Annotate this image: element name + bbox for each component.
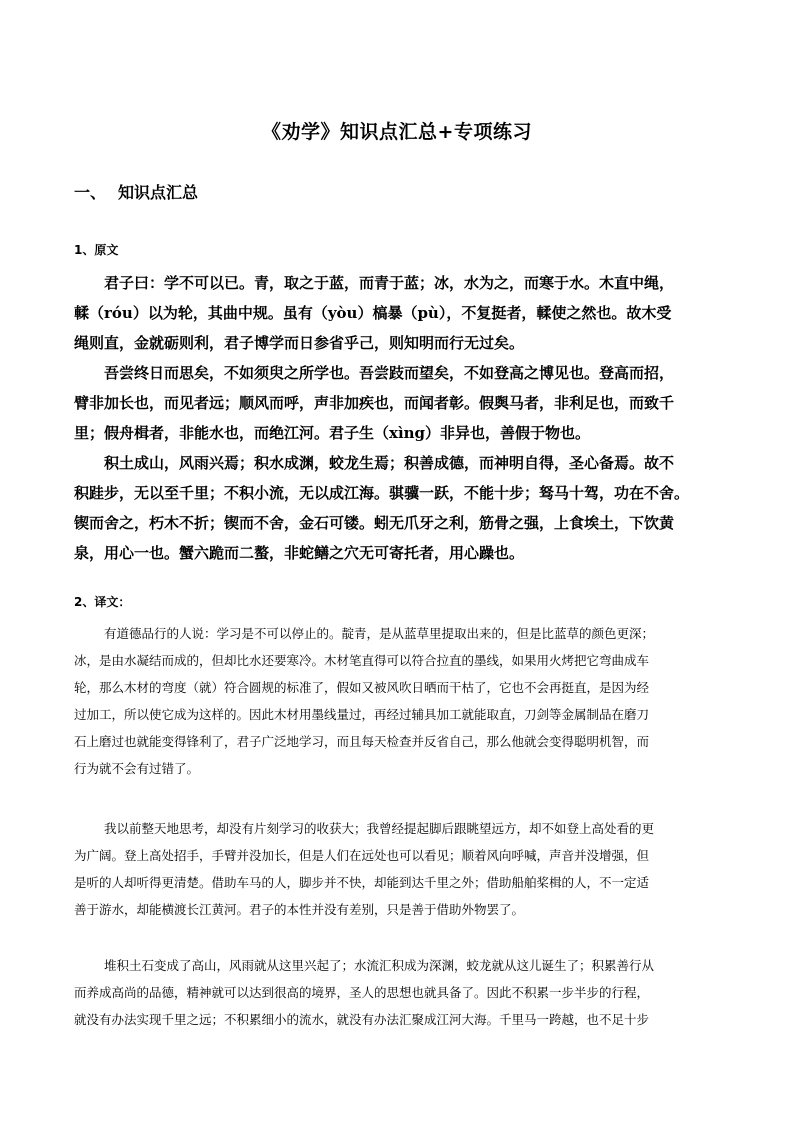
translation-line: 善于游水，却能横渡长江黄河。君子的本性并没有差别，只是善于借助外物罢了。 <box>74 902 525 917</box>
translation-line: 冰，是由水凝结而成的，但却比水还要寒冷。木材笔直得可以符合拉直的墨线，如果用火烤把它弯曲成车 <box>74 653 650 668</box>
translation-line: 就没有办法实现千里之远；不积累细小的流水，就没有办法汇聚成江河大海。千里马一跨越，也不足十步 <box>74 1012 650 1027</box>
translation-line: 轮，那么木材的弯度（就）符合圆规的标准了，假如又被风吹日晒而干枯了，它也不会再挺直，是因为经 <box>74 680 650 695</box>
original-line: 里；假舟楫者，非能水也，而绝江河。君子生（xìng）非异也，善假于物也。 <box>74 424 591 442</box>
translation-line: 有道德品行的人说：学习是不可以停止的。靛青，是从蓝草里提取出来的，但是比蓝草的颜色更深； <box>104 626 655 641</box>
original-line: 泉，用心一也。蟹六跪而二螯，非蛇鳝之穴无可寄托者，用心躁也。 <box>74 544 525 562</box>
translation-text <box>74 952 724 1033</box>
translation-line: 我以前整天地思考，却没有片刻学习的收获大；我曾经提起脚后跟眺望远方，却不如登上高处看的更 <box>104 821 655 836</box>
original-line: 积跬步，无以至千里；不积小流，无以成江海。骐骥一跃，不能十步；驽马十驾，功在不舍。 <box>74 484 690 502</box>
original-line: 锲而舍之，朽木不折；锲而不舍，金石可镂。蚓无爪牙之利，筋骨之强，上食埃土，下饮黄 <box>74 514 675 532</box>
original-line: 吾尝终日而思矣，不如须臾之所学也。吾尝跂而望矣，不如登高之博见也。登高而招， <box>104 364 675 382</box>
translation-line: 是听的人却听得更清楚。借助车马的人，脚步并不快，却能到达千里之外；借助船舶桨楫的人，不一定适 <box>74 875 650 890</box>
original-line: 輮（róu）以为轮，其曲中规。虽有（yòu）槁暴（pù），不复挺者，輮使之然也。故木受 <box>74 304 672 322</box>
original-text-heading: 1、原文 <box>74 243 119 257</box>
section-heading-knowledge-summary <box>74 180 198 206</box>
translation-text <box>74 815 724 923</box>
translation-line: 而养成高尚的品德，精神就可以达到很高的境界，圣人的思想也就具备了。因此不积累一步半步的行程， <box>74 985 650 1000</box>
original-line: 君子曰：学不可以已。青，取之于蓝，而青于蓝；冰，水为之，而寒于水。木直中绳， <box>104 274 675 292</box>
section-number: 一、 <box>74 183 107 202</box>
original-line: 绳则直，金就砺则利，君子博学而日参省乎己，则知明而行无过矣。 <box>74 334 525 352</box>
translation-line: 行为就不会有过错了。 <box>74 761 200 776</box>
translation-line: 过加工，所以使它成为这样的。因此木材用墨线量过，再经过辅具加工就能取直，刀剑等金属制品在磨刀 <box>74 707 650 722</box>
document-title: 《劝学》知识点汇总+专项练习 <box>262 121 532 143</box>
translation-line: 为广阔。登上高处招手，手臂并没加长，但是人们在远处也可以看见；顺着风向呼喊，声音并没增强，但 <box>74 848 650 863</box>
translation-heading: 2、译文： <box>74 595 131 609</box>
original-line: 积土成山，风雨兴焉；积水成渊，蛟龙生焉；积善成德，而神明自得，圣心备焉。故不 <box>104 454 675 472</box>
translation-line: 堆积土石变成了高山，风雨就从这里兴起了；水流汇积成为深渊，蛟龙就从这儿诞生了；积累善行从 <box>104 958 655 973</box>
translation-line: 石上磨过也就能变得锋利了，君子广泛地学习，而且每天检查并反省自己，那么他就会变得聪明机智，而 <box>74 734 650 749</box>
translation-text <box>74 620 724 782</box>
original-text <box>74 268 724 568</box>
section-title: 知识点汇总 <box>118 183 199 202</box>
original-line: 臂非加长也，而见者远；顺风而呼，声非加疾也，而闻者彰。假舆马者，非利足也，而致千 <box>74 394 675 412</box>
